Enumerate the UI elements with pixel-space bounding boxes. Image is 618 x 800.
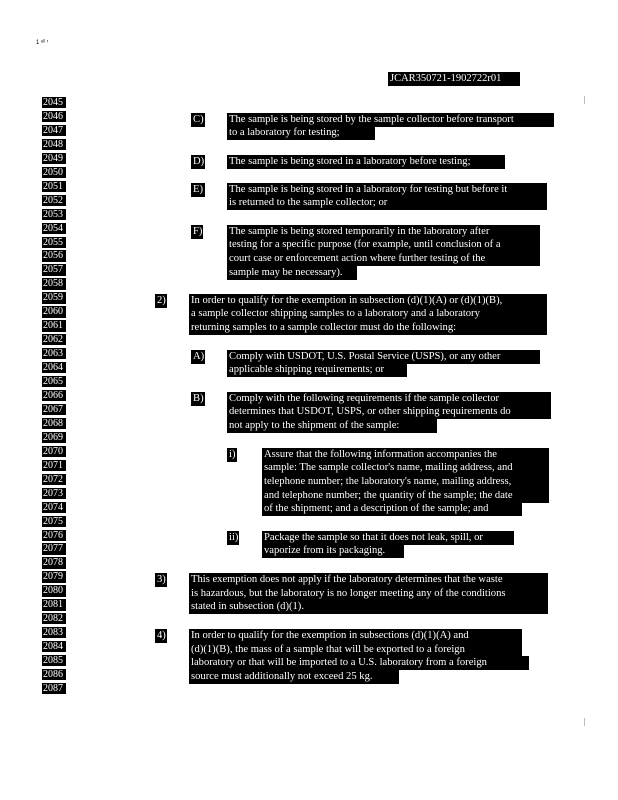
line-number: 2046	[42, 111, 66, 122]
item-i-line-2: sample: The sample collector's name, mailing address, and	[262, 461, 549, 475]
item-f-label: F)	[193, 226, 203, 237]
line-number: 2075	[42, 516, 66, 527]
para-3-label: 3)	[157, 574, 166, 585]
line-number: 2062	[42, 334, 66, 345]
para-4-line-2: (d)(1)(B), the mass of a sample that will be exported to a foreign	[189, 643, 522, 657]
item-ii-line-2: vaporize from its packaging.	[262, 544, 404, 558]
line-number: 2082	[42, 613, 66, 624]
line-number: 2074	[42, 502, 66, 513]
line-number: 2066	[42, 390, 66, 401]
item-e-line-2: is returned to the sample collector; or	[227, 196, 547, 210]
line-number: 2078	[42, 557, 66, 568]
item-c-line-2: to a laboratory for testing;	[227, 126, 375, 140]
line-number: 2064	[42, 362, 66, 373]
line-number: 2081	[42, 599, 66, 610]
line-number: 2061	[42, 320, 66, 331]
line-number: 2068	[42, 418, 66, 429]
line-number: 2083	[42, 627, 66, 638]
item-i-label: i)	[229, 449, 236, 460]
item-c-line-1: The sample is being stored by the sample collector before transport	[227, 113, 554, 127]
item-i-line-5: of the shipment; and a description of the sample; and	[262, 502, 522, 516]
item-b-line-2: determines that USDOT, USPS, or other shipping requirements do	[227, 405, 551, 419]
line-number: 2063	[42, 348, 66, 359]
line-number: 2070	[42, 446, 66, 457]
line-number: 2052	[42, 195, 66, 206]
line-number: 2071	[42, 460, 66, 471]
para-3-line-1: This exemption does not apply if the laboratory determines that the waste	[189, 573, 548, 587]
line-number: 2051	[42, 181, 66, 192]
line-number: 2054	[42, 223, 66, 234]
para-4-line-1: In order to qualify for the exemption in subsections (d)(1)(A) and	[189, 629, 522, 643]
line-number: 2053	[42, 209, 66, 220]
line-number: 2056	[42, 250, 66, 261]
line-number: 2047	[42, 125, 66, 136]
line-number: 2080	[42, 585, 66, 596]
line-number: 2076	[42, 530, 66, 541]
margin-mark-bottom	[584, 718, 585, 726]
line-number: 2057	[42, 264, 66, 275]
line-number: 2060	[42, 306, 66, 317]
line-number: 2058	[42, 278, 66, 289]
item-i-line-3: telephone number; the laboratory's name, mailing address,	[262, 475, 549, 489]
item-f-line-3: court case or enforcement action where further testing of the	[227, 252, 540, 266]
item-e-label: E)	[193, 184, 203, 195]
item-i-line-1: Assure that the following information accompanies the	[262, 448, 549, 462]
para-4-line-4: source must additionally not exceed 25 kg.	[189, 670, 399, 684]
line-number: 2049	[42, 153, 66, 164]
item-a-label: A)	[193, 351, 205, 362]
line-number: 2048	[42, 139, 66, 150]
line-number: 2084	[42, 641, 66, 652]
line-number: 2087	[42, 683, 66, 694]
para-3-line-2: is hazardous, but the laboratory is no longer meeting any of the conditions	[189, 587, 548, 601]
line-number: 2045	[42, 97, 66, 108]
para-2-line-3: returning samples to a sample collector must do the following:	[189, 321, 547, 335]
para-3-line-3: stated in subsection (d)(1).	[189, 600, 548, 614]
item-d-label: D)	[193, 156, 205, 167]
item-a-line-1: Comply with USDOT, U.S. Postal Service (USPS), or any other	[227, 350, 540, 364]
item-b-line-1: Comply with the following requirements if the sample collector	[227, 392, 551, 406]
line-number: 2077	[42, 543, 66, 554]
document-id: JCAR350721-1902722r01	[388, 72, 520, 86]
item-e-line-1: The sample is being stored in a laboratory for testing but before it	[227, 183, 547, 197]
item-a-line-2: applicable shipping requirements; or	[227, 363, 407, 377]
line-number: 2086	[42, 669, 66, 680]
line-number: 2073	[42, 488, 66, 499]
para-2-label: 2)	[157, 295, 166, 306]
item-f-line-2: testing for a specific purpose (for example, until conclusion of a	[227, 238, 540, 252]
para-4-label: 4)	[157, 630, 166, 641]
line-number: 2065	[42, 376, 66, 387]
para-4-line-3: laboratory or that will be imported to a U.S. laboratory from a foreign	[189, 656, 529, 670]
line-number: 2059	[42, 292, 66, 303]
item-i-line-4: and telephone number; the quantity of the sample; the date	[262, 489, 549, 503]
item-b-line-3: not apply to the shipment of the sample:	[227, 419, 437, 433]
item-b-label: B)	[193, 393, 204, 404]
item-f-line-4: sample may be necessary).	[227, 266, 357, 280]
item-c-label: C)	[193, 114, 204, 125]
line-number: 2050	[42, 167, 66, 178]
line-number: 2067	[42, 404, 66, 415]
line-number: 2079	[42, 571, 66, 582]
line-number: 2069	[42, 432, 66, 443]
item-d-line-1: The sample is being stored in a laboratory before testing;	[227, 155, 505, 169]
margin-mark-top	[584, 96, 585, 104]
item-ii-line-1: Package the sample so that it does not leak, spill, or	[262, 531, 514, 545]
scan-mark: 1 ᵉˡˡ ʳ	[36, 40, 49, 46]
line-number: 2085	[42, 655, 66, 666]
item-ii-label: ii)	[229, 532, 239, 543]
item-f-line-1: The sample is being stored temporarily in the laboratory after	[227, 225, 540, 239]
para-2-line-1: In order to qualify for the exemption in subsection (d)(1)(A) or (d)(1)(B),	[189, 294, 547, 308]
line-number: 2072	[42, 474, 66, 485]
para-2-line-2: a sample collector shipping samples to a laboratory and a laboratory	[189, 307, 547, 321]
line-number: 2055	[42, 237, 66, 248]
